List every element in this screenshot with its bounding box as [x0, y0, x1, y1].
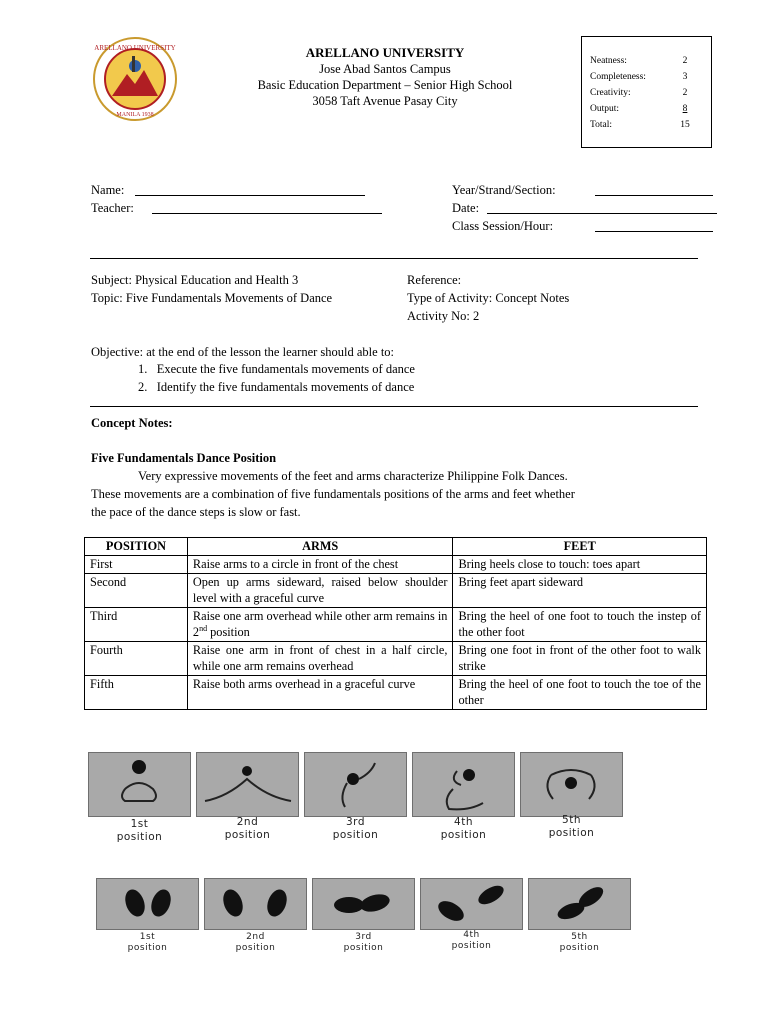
table-row [85, 608, 707, 642]
topic-text: Topic: Five Fundamentals Movements of Dance [91, 291, 333, 305]
reference-text: Reference: [407, 273, 462, 287]
concept-paragraph: the pace of the dance steps is slow or fast. [91, 505, 301, 519]
feet-cell: Bring feet apart sideward [453, 574, 707, 608]
arm-position-image [304, 752, 407, 817]
arm-position-image [88, 752, 191, 817]
arms-cell: Raise one arm in front of chest in a half circle, while one arm remains overhead [187, 642, 453, 676]
objective-item: 1. Execute the five fundamentals movements of dance [138, 362, 415, 376]
session-field[interactable] [595, 231, 713, 232]
feet-cell: Bring the heel of one foot to touch the toe of the other [453, 676, 707, 710]
university-seal [92, 36, 178, 122]
position-cell: Fifth [85, 676, 188, 710]
table-row [85, 574, 707, 608]
concept-heading: Concept Notes: [91, 416, 173, 430]
table-header-row [85, 538, 707, 556]
session-label: Class Session/Hour: [452, 219, 554, 233]
objective-item: 2. Identify the five fundamentals movements of dance [138, 380, 415, 394]
score-row: Output: 8 [590, 104, 688, 114]
feet-positions-figure [96, 878, 636, 968]
teacher-label: Teacher: [91, 201, 134, 215]
position-cell: Third [85, 608, 188, 642]
score-row: Creativity: 2 [590, 88, 688, 98]
divider [90, 258, 698, 259]
concept-subheading: Five Fundamentals Dance Position [91, 451, 277, 465]
position-caption: 4th position [451, 930, 492, 951]
subject-text: Subject: Physical Education and Health 3 [91, 273, 299, 287]
position-caption: 1st position [116, 818, 163, 843]
feet-cell: Bring heels close to touch: toes apart [453, 555, 707, 574]
activity-number-text: Activity No: 2 [407, 309, 480, 323]
position-cell: First [85, 555, 188, 574]
arms-cell: Open up arms sideward, raised below shoulder level with a graceful curve [187, 574, 453, 608]
position-caption: 1st position [127, 932, 168, 953]
feet-position-image [204, 878, 307, 930]
name-field[interactable] [135, 195, 365, 196]
year-label: Year/Strand/Section: [452, 183, 556, 197]
arms-cell: Raise one arm overhead while other arm remains in 2nd position [187, 608, 453, 642]
arm-position-image [196, 752, 299, 817]
concept-paragraph: Very expressive movements of the feet and arms characterize Philippine Folk Dances. [138, 469, 568, 483]
arm-position-image [412, 752, 515, 817]
position-caption: 2nd position [224, 816, 271, 841]
divider [90, 406, 698, 407]
feet-position-image [420, 878, 523, 930]
activity-type-text: Type of Activity: Concept Notes [407, 291, 570, 305]
table-row [85, 642, 707, 676]
date-label: Date: [452, 201, 480, 215]
arms-cell: Raise both arms overhead in a graceful curve [187, 676, 453, 710]
concept-paragraph: These movements are a combination of five fundamentals positions of the arms and feet whether [91, 487, 575, 501]
feet-position-image [96, 878, 199, 930]
seal-bottom: MANILA 1938 [116, 112, 154, 118]
year-field[interactable] [595, 195, 713, 196]
feet-cell: Bring one foot in front of the other foot to walk strike [453, 642, 707, 676]
arm-position-image [520, 752, 623, 817]
objective-intro: Objective: at the end of the lesson the learner should able to: [91, 345, 395, 359]
arm-positions-figure [88, 752, 628, 852]
score-row: Completeness: 3 [590, 72, 688, 82]
table-row [85, 555, 707, 574]
feet-cell: Bring the heel of one foot to touch the instep of the other foot [453, 608, 707, 642]
department-name: Basic Education Department – Senior High School [257, 78, 513, 92]
feet-position-image [312, 878, 415, 930]
position-caption: 2nd position [235, 932, 276, 953]
dance-positions-table [84, 537, 707, 710]
position-caption: 5th position [559, 932, 600, 953]
position-caption: 4th position [440, 816, 487, 841]
date-field[interactable] [487, 213, 717, 214]
position-caption: 3rd position [343, 932, 384, 953]
position-caption: 5th position [548, 814, 595, 839]
teacher-field[interactable] [152, 213, 382, 214]
score-row: Neatness: 2 [590, 56, 688, 66]
arms-cell: Raise arms to a circle in front of the chest [187, 555, 453, 574]
school-address: 3058 Taft Avenue Pasay City [312, 94, 458, 108]
table-row [85, 676, 707, 710]
column-header: FEET [453, 538, 707, 556]
position-cell: Fourth [85, 642, 188, 676]
name-label: Name: [91, 183, 125, 197]
feet-position-image [528, 878, 631, 930]
position-cell: Second [85, 574, 188, 608]
score-row: Total: 15 [590, 120, 690, 130]
column-header: POSITION [85, 538, 188, 556]
school-header [200, 45, 570, 109]
campus-name: Jose Abad Santos Campus [319, 62, 451, 76]
position-caption: 3rd position [332, 816, 379, 841]
score-box [581, 36, 712, 148]
column-header: ARMS [187, 538, 453, 556]
university-name: ARELLANO UNIVERSITY [305, 45, 465, 60]
seal-text: ARELLANO UNIVERSITY [94, 44, 176, 52]
